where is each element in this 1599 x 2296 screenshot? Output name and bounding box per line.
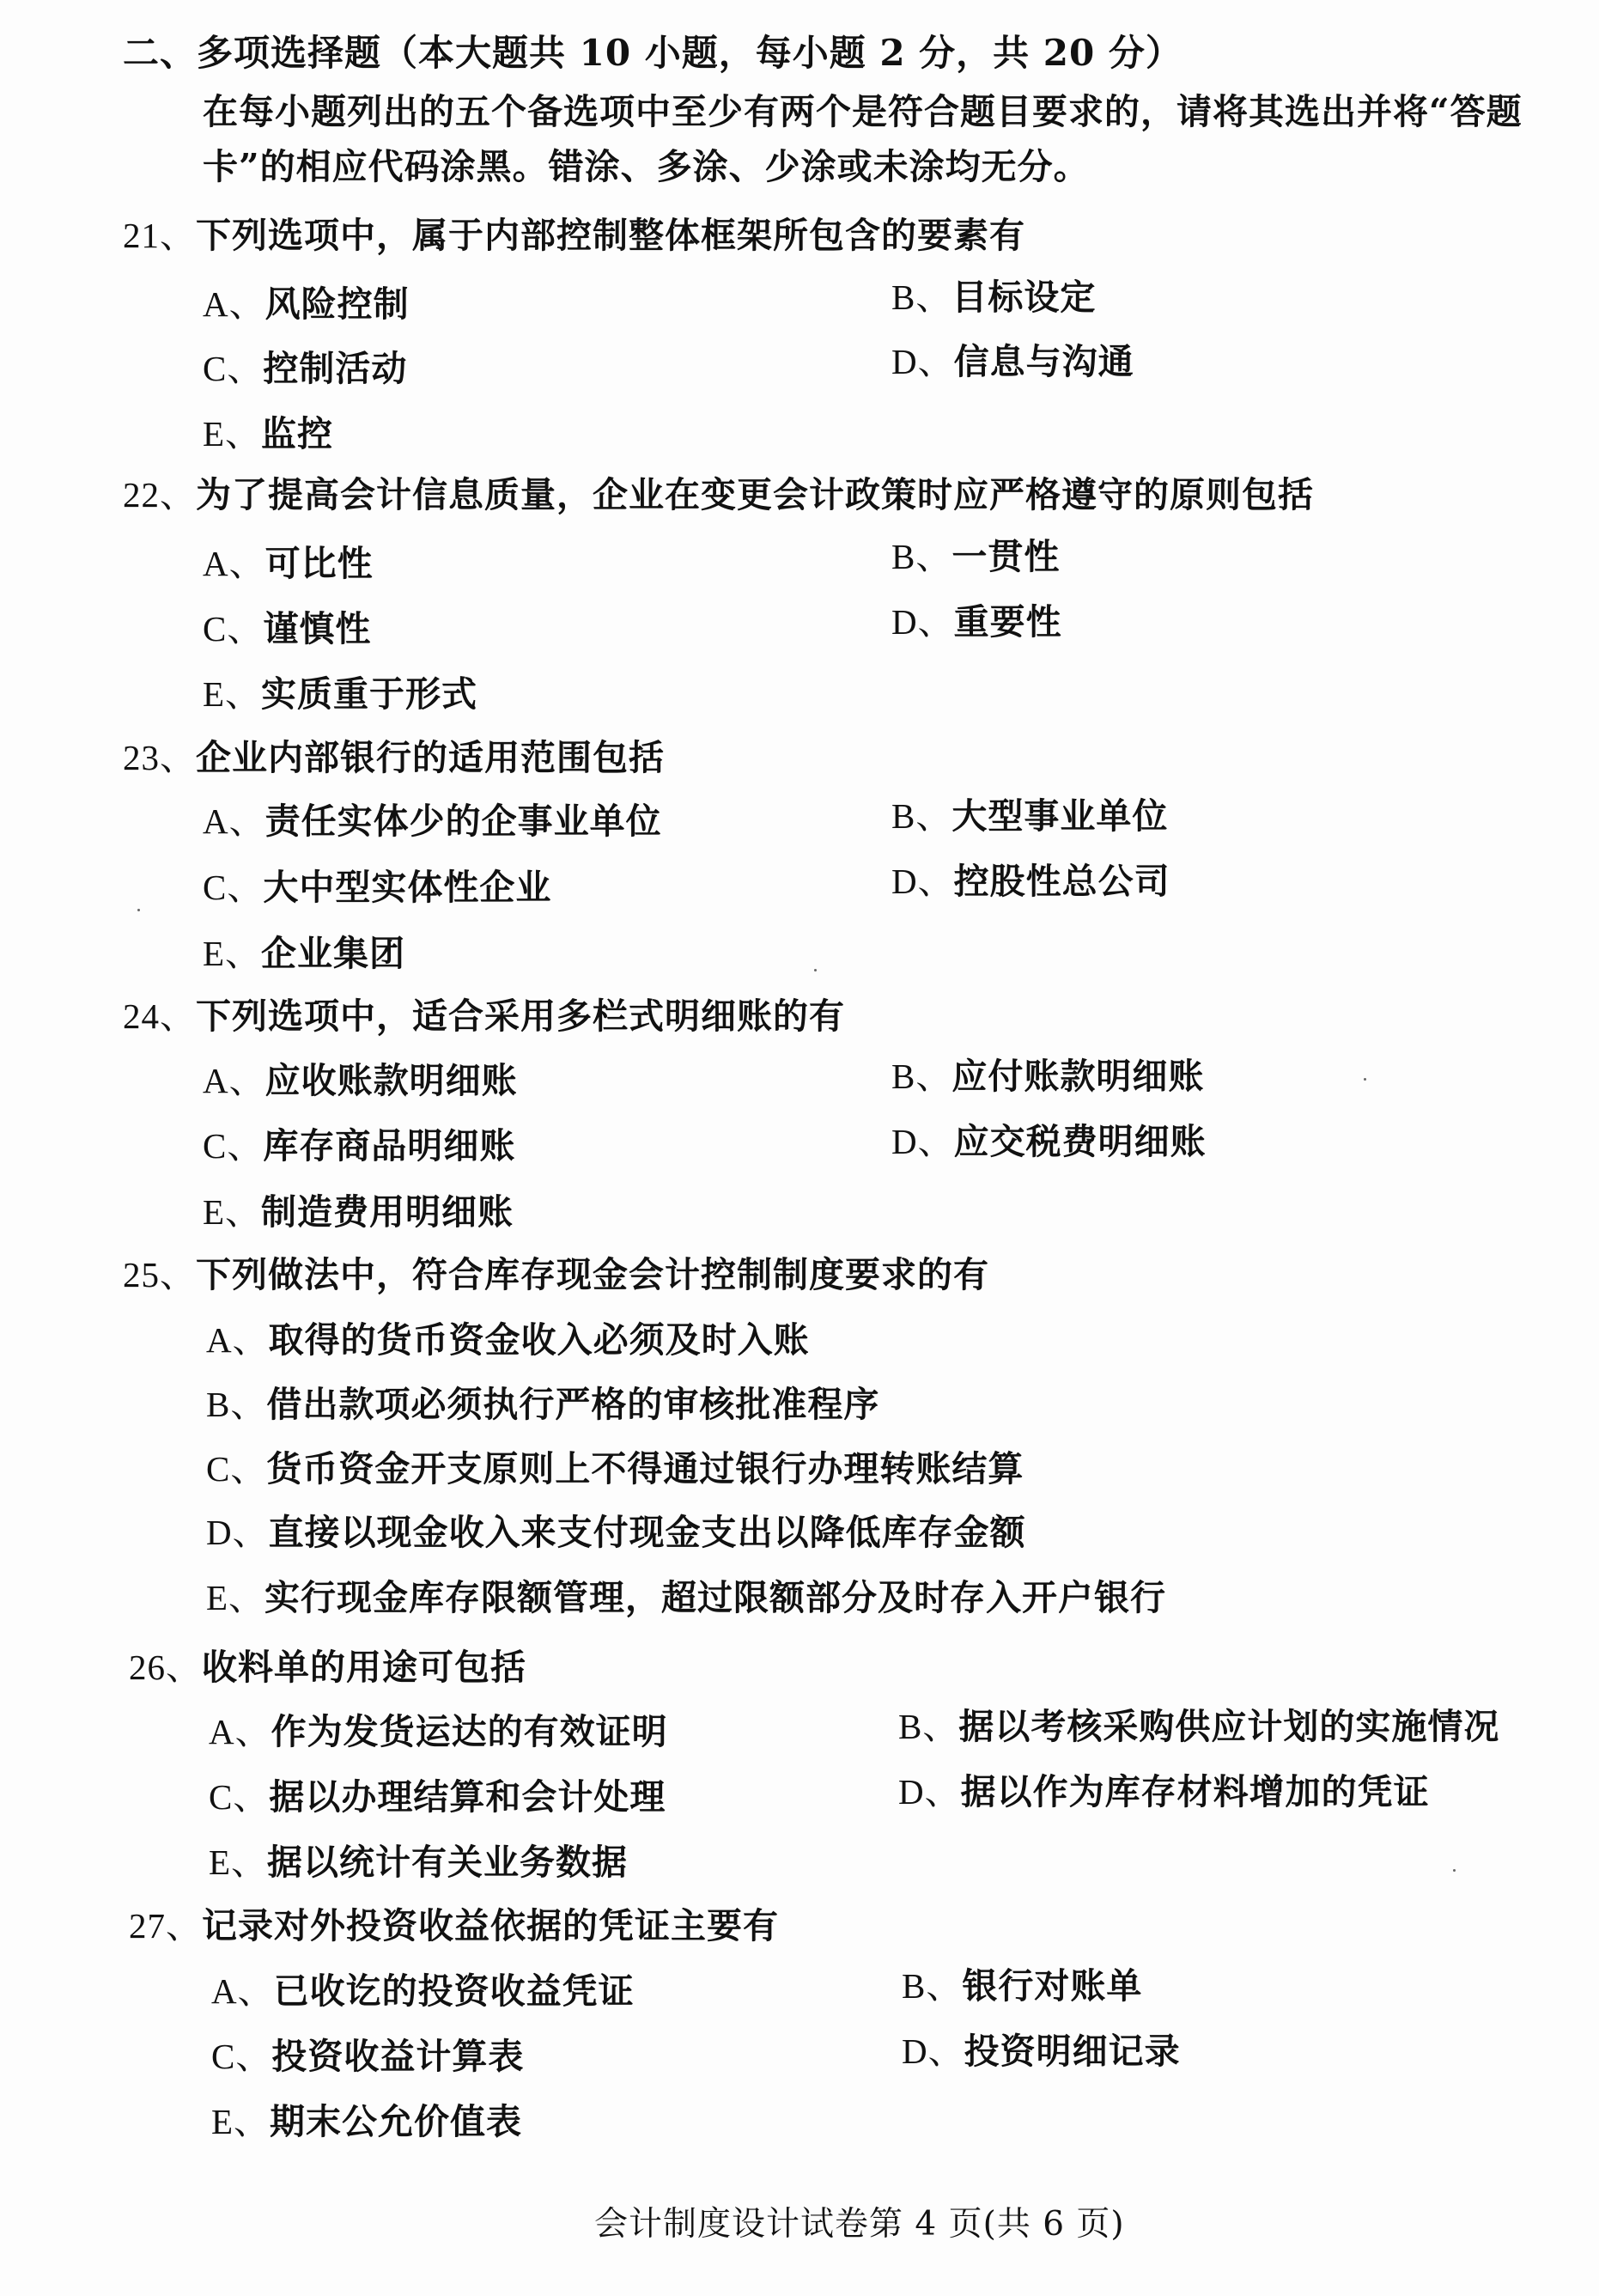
option-text: 信息与沟通 — [953, 341, 1134, 382]
question-stem — [129, 1902, 779, 1950]
section-title: 二、多项选择题（本大题共 10 小题，每小题 2 分，共 20 分） — [123, 32, 1183, 74]
option-letter: E、 — [203, 1192, 262, 1232]
scan-speck — [1453, 1869, 1456, 1872]
option-letter: A、 — [206, 1320, 269, 1360]
option-e — [203, 670, 477, 718]
scan-speck — [1364, 1078, 1366, 1081]
option-letter: B、 — [891, 537, 952, 576]
option-text: 责任实体少的企事业单位 — [264, 801, 662, 842]
option-letter: A、 — [203, 544, 265, 583]
option-c — [206, 1445, 1024, 1493]
option-letter: B、 — [898, 1707, 959, 1746]
option-b — [891, 533, 1060, 581]
option-d — [206, 1508, 1026, 1556]
option-letter: E、 — [203, 674, 262, 714]
option-text: 实质重于形式 — [261, 673, 478, 715]
option-letter: D、 — [902, 2031, 964, 2071]
option-text: 银行对账单 — [962, 1965, 1143, 2007]
question-stem — [123, 1251, 989, 1299]
question-number: 26、 — [129, 1647, 202, 1687]
option-e — [203, 1188, 514, 1236]
option-letter: C、 — [206, 1449, 267, 1489]
option-text: 期末公允价值表 — [270, 2101, 523, 2142]
question-number: 24、 — [123, 996, 196, 1036]
option-d — [891, 1118, 1207, 1166]
option-text: 据以办理结算和会计处理 — [269, 1776, 666, 1818]
option-letter: E、 — [203, 414, 262, 454]
scan-speck — [137, 909, 140, 911]
option-text: 一贯性 — [951, 536, 1061, 577]
option-b — [898, 1702, 1499, 1751]
question-text: 下列选项中，属于内部控制整体框架所包含的要素有 — [196, 215, 1025, 256]
option-b — [206, 1380, 879, 1428]
option-text: 目标设定 — [951, 277, 1097, 318]
question-number: 21、 — [123, 216, 196, 255]
option-c — [203, 344, 407, 393]
option-text: 重要性 — [953, 601, 1062, 643]
option-text: 控制活动 — [263, 348, 408, 389]
instruction-line-1: 在每小题列出的五个备选项中至少有两个是符合题目要求的，请将其选出并将“答题 — [203, 91, 1523, 132]
option-a — [203, 797, 662, 845]
option-text: 应付账款明细账 — [951, 1056, 1205, 1097]
option-a — [209, 1708, 668, 1756]
option-text: 监控 — [261, 413, 334, 454]
option-a — [203, 1057, 518, 1105]
option-letter: E、 — [203, 934, 262, 973]
option-d — [902, 2027, 1181, 2075]
option-a — [203, 539, 374, 588]
option-d — [891, 598, 1062, 646]
option-letter: E、 — [206, 1578, 265, 1617]
option-letter: B、 — [902, 1966, 963, 2006]
page-footer: 会计制度设计试卷第 4 页(共 6 页) — [594, 2205, 1125, 2244]
option-letter: C、 — [203, 868, 264, 907]
option-text: 控股性总公司 — [953, 861, 1170, 902]
option-a — [206, 1316, 810, 1364]
option-c — [203, 863, 551, 911]
option-e — [209, 1838, 628, 1886]
question-text: 下列做法中，符合库存现金会计控制制度要求的有 — [196, 1254, 989, 1295]
question-text: 收料单的用途可包括 — [202, 1647, 526, 1688]
option-letter: B、 — [891, 277, 952, 317]
option-letter: C、 — [203, 609, 264, 649]
option-text: 应收账款明细账 — [264, 1060, 518, 1101]
option-e — [203, 410, 333, 458]
option-text: 大型事业单位 — [951, 795, 1169, 837]
option-text: 已收讫的投资收益凭证 — [273, 1970, 635, 2012]
question-stem — [129, 1643, 526, 1691]
option-a — [211, 1967, 635, 2015]
option-text: 实行现金库存限额管理，超过限额部分及时存入开户银行 — [264, 1577, 1167, 1618]
option-text: 谨慎性 — [263, 608, 372, 649]
option-c — [211, 2032, 524, 2080]
option-text: 据以统计有关业务数据 — [267, 1842, 629, 1883]
option-text: 可比性 — [264, 543, 374, 584]
option-letter: C、 — [203, 1126, 264, 1166]
option-letter: D、 — [891, 602, 954, 642]
question-number: 27、 — [129, 1906, 202, 1946]
option-text: 据以考核采购供应计划的实施情况 — [958, 1706, 1500, 1747]
option-letter: A、 — [209, 1712, 271, 1751]
option-text: 借出款项必须执行严格的审核批准程序 — [266, 1384, 880, 1425]
option-d — [891, 857, 1170, 905]
option-letter: B、 — [891, 796, 952, 836]
option-letter: A、 — [203, 1061, 265, 1100]
option-text: 风险控制 — [264, 283, 410, 325]
option-e — [211, 2098, 522, 2146]
option-text: 取得的货币资金收入必须及时入账 — [268, 1319, 810, 1361]
option-letter: D、 — [898, 1772, 961, 1812]
question-text: 记录对外投资收益依据的凭证主要有 — [202, 1905, 779, 1946]
question-number: 22、 — [123, 475, 196, 515]
question-stem — [123, 211, 1025, 259]
option-letter: D、 — [891, 862, 954, 901]
question-stem — [123, 734, 665, 782]
option-b — [902, 1962, 1142, 2010]
option-b — [891, 792, 1168, 840]
option-letter: A、 — [211, 1971, 274, 2011]
option-text: 库存商品明细账 — [263, 1125, 516, 1166]
instruction-line-2: 卡”的相应代码涂黑。错涂、多涂、少涂或未涂均无分。 — [203, 146, 1090, 187]
scan-speck — [814, 969, 817, 971]
option-d — [891, 338, 1134, 386]
option-e — [203, 929, 405, 977]
option-letter: B、 — [891, 1057, 952, 1096]
option-letter: C、 — [203, 349, 264, 388]
option-letter: D、 — [891, 342, 954, 381]
option-letter: C、 — [209, 1777, 270, 1817]
option-c — [209, 1773, 666, 1821]
option-letter: D、 — [206, 1513, 269, 1552]
option-letter: D、 — [891, 1122, 954, 1161]
option-text: 作为发货运达的有效证明 — [271, 1711, 668, 1752]
option-e — [206, 1574, 1166, 1622]
question-text: 为了提高会计信息质量，企业在变更会计政策时应严格遵守的原则包括 — [196, 474, 1314, 515]
option-c — [203, 1122, 515, 1170]
option-b — [891, 1052, 1204, 1100]
option-text: 应交税费明细账 — [953, 1121, 1207, 1162]
question-text: 下列选项中，适合采用多栏式明细账的有 — [196, 996, 845, 1037]
option-text: 大中型实体性企业 — [263, 867, 552, 908]
option-d — [898, 1768, 1430, 1816]
option-text: 据以作为库存材料增加的凭证 — [960, 1771, 1430, 1812]
question-number: 23、 — [123, 738, 196, 777]
option-letter: E、 — [211, 2102, 271, 2141]
option-b — [891, 273, 1096, 321]
option-c — [203, 605, 371, 653]
option-text: 投资明细记录 — [964, 2031, 1181, 2072]
option-text: 货币资金开支原则上不得通过银行办理转账结算 — [266, 1448, 1024, 1489]
option-text: 直接以现金收入来支付现金支出以降低库存金额 — [268, 1512, 1026, 1553]
option-letter: B、 — [206, 1385, 267, 1424]
option-text: 投资收益计算表 — [271, 2036, 525, 2077]
question-stem — [123, 471, 1314, 519]
question-stem — [123, 992, 845, 1040]
option-letter: C、 — [211, 2037, 272, 2076]
option-letter: E、 — [209, 1842, 268, 1882]
option-a — [203, 280, 410, 328]
question-number: 25、 — [123, 1255, 196, 1294]
option-text: 制造费用明细账 — [261, 1191, 514, 1233]
option-letter: A、 — [203, 284, 265, 324]
question-text: 企业内部银行的适用范围包括 — [196, 737, 665, 778]
option-letter: A、 — [203, 801, 265, 841]
option-text: 企业集团 — [261, 933, 406, 974]
